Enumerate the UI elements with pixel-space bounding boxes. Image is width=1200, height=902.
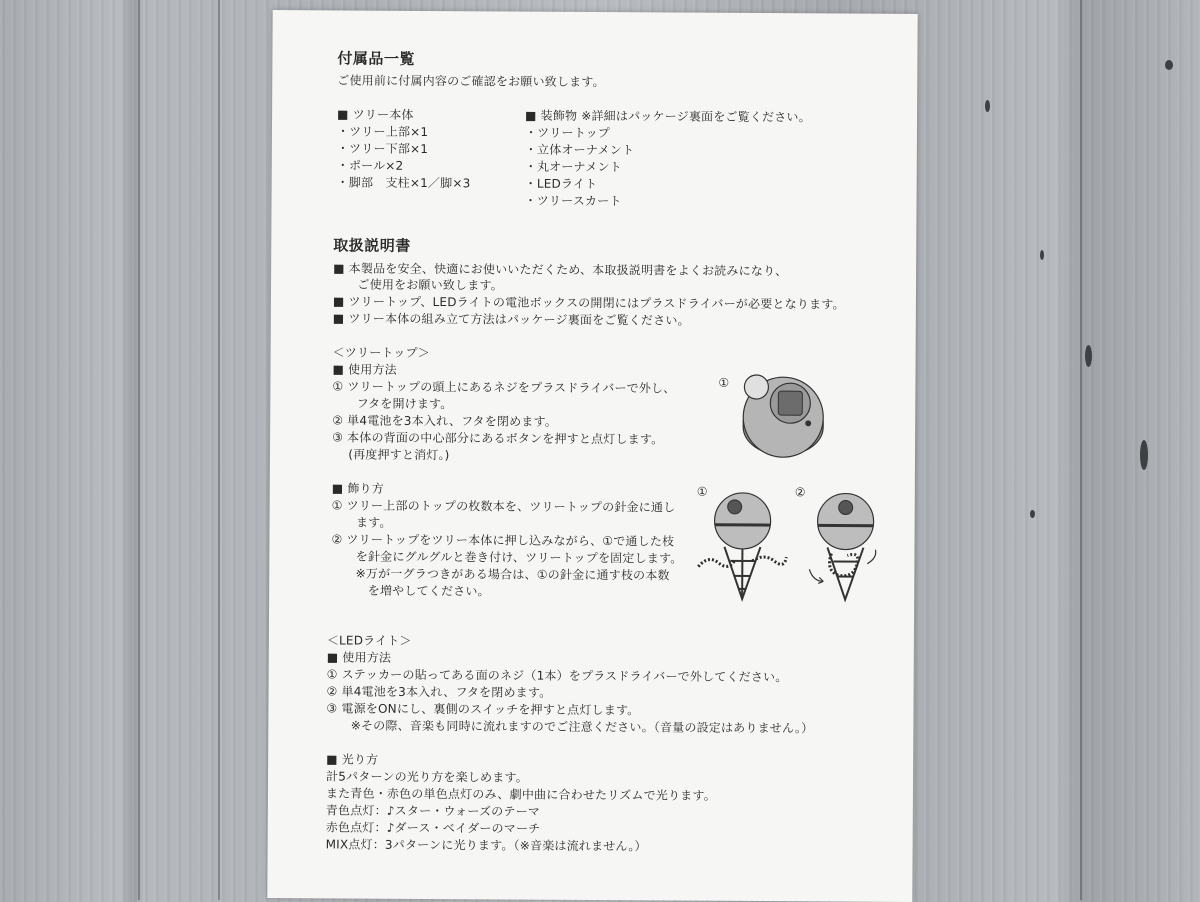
- tree-top-decor-line: ① ツリー上部のトップの枚数本を、ツリートップの針金に通し: [331, 498, 676, 515]
- decorations-item: ・ツリースカート: [524, 193, 622, 209]
- wood-plank-seam: [1080, 0, 1082, 900]
- figure-label: ①: [696, 484, 708, 499]
- led-light-line: MIX点灯：3パターンに光ります。（※音楽は流れません。）: [325, 837, 647, 854]
- accessories-intro: ご使用前に付属内容のご確認をお願い致します。: [337, 73, 605, 90]
- decorations-item: ・LEDライト: [524, 176, 598, 192]
- tree-top-decor-line: ※万が一グラつきがある場合は、①の針金に通す枝の本数: [331, 566, 670, 583]
- tree-top-decor-title: ■ 飾り方: [331, 481, 384, 496]
- tree-top-battery-illustration: [738, 365, 829, 461]
- tree-body-item: ・ツリー下部×1: [336, 141, 429, 156]
- tree-body-item: ・ツリー上部×1: [336, 124, 429, 139]
- led-light-title: ■ 光り方: [326, 752, 379, 767]
- tree-top-usage-title: ■ 使用方法: [332, 362, 397, 377]
- tree-top-decor-line: を針金にグルグルと巻き付け、ツリートップを固定します。: [331, 549, 683, 566]
- led-usage-line: ① ステッカーの貼ってある面のネジ（1本）をプラスドライバーで外してください。: [326, 667, 788, 685]
- wood-knot: [1040, 250, 1044, 260]
- tree-top-usage-line: (再度押すと消灯。): [331, 447, 450, 463]
- wood-plank-seam: [138, 0, 140, 900]
- manual-line: ■ ツリー本体の組み立て方法はパッケージ裏面をご覧ください。: [332, 311, 690, 328]
- accessories-heading: 付属品一覧: [337, 49, 415, 68]
- tree-top-usage-line: ③ 本体の背面の中心部分にあるボタンを押すと点灯します。: [332, 430, 664, 447]
- led-usage-line: ② 単4電池を3本入れ、フタを閉めます。: [326, 684, 552, 700]
- decorations-item: ・ツリートップ: [524, 125, 611, 141]
- manual-heading: 取扱説明書: [333, 236, 411, 255]
- wood-knot: [985, 100, 990, 112]
- wood-knot: [1030, 510, 1035, 518]
- wood-knot: [1140, 440, 1148, 470]
- decorations-item: ・立体オーナメント: [524, 142, 635, 158]
- tree-top-fixed-illustration: [797, 491, 898, 607]
- tree-top-decor-line: ます。: [331, 515, 392, 530]
- tree-top-decor-line: ② ツリートップをツリー本体に押し込みながら、①で通した枝: [331, 532, 675, 549]
- tree-top-decor-line: を増やしてください。: [331, 583, 490, 599]
- led-light-line: 赤色点灯：♪ダース・ベイダーのマーチ: [325, 820, 541, 836]
- instruction-sheet: [267, 10, 917, 902]
- manual-line: ■ ツリートップ、LEDライトの電池ボックスの開閉にはプラスドライバーが必要となります。: [332, 294, 845, 312]
- figure-label: ①: [718, 375, 730, 390]
- wood-knot: [1085, 345, 1092, 367]
- led-light-line: 計5パターンの光り方を楽しめます。: [325, 769, 528, 785]
- decorations-item: ・丸オーナメント: [524, 159, 622, 175]
- tree-body-item: ・脚部 支柱×1／脚×3: [336, 175, 471, 191]
- led-section-title: ＜LEDライト＞: [326, 633, 412, 648]
- wood-knot: [1165, 60, 1173, 70]
- tree-top-wire-illustration: [694, 491, 790, 607]
- tree-top-usage-line: ① ツリートップの頭上にあるネジをプラスドライバーで外し、: [332, 379, 676, 396]
- tree-body-title: ■ ツリー本体: [337, 107, 414, 122]
- decorations-title: ■ 装飾物 ※詳細はパッケージ裏面をご覧ください。: [525, 108, 811, 125]
- wood-plank-seam: [218, 0, 220, 900]
- manual-line: ■ 本製品を安全、快適にお使いいただくため、本取扱説明書をよくお読みになり、: [333, 261, 788, 279]
- manual-line: ご使用をお願い致します。: [333, 277, 503, 293]
- figure-label: ②: [794, 485, 806, 500]
- led-light-line: 青色点灯：♪スター・ウォーズのテーマ: [325, 803, 541, 819]
- tree-top-section-title: ＜ツリートップ＞: [332, 345, 430, 361]
- tree-top-usage-line: フタを開けます。: [332, 396, 453, 412]
- led-light-line: また青色・赤色の単色点灯のみ、劇中曲に合わせたリズムで光ります。: [325, 786, 716, 803]
- led-usage-line: ※その際、音楽も同時に流れますのでご注意ください。（音量の設定はありません。）: [326, 718, 814, 736]
- tree-top-usage-line: ② 単4電池を3本入れ、フタを閉めます。: [332, 413, 558, 429]
- tree-body-item: ・ポール×2: [336, 158, 404, 173]
- led-usage-line: ③ 電源をONにし、裏側のスイッチを押すと点灯します。: [326, 701, 640, 718]
- led-usage-title: ■ 使用方法: [326, 650, 392, 665]
